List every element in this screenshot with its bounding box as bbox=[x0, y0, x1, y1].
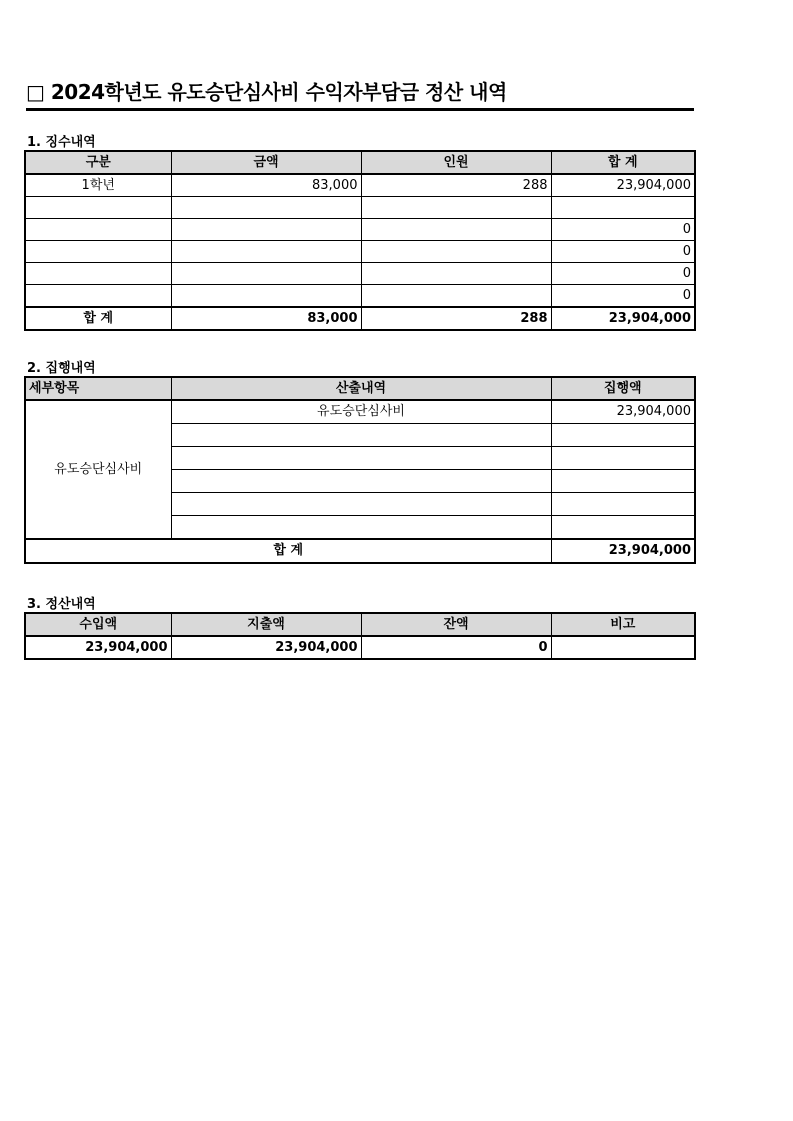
cell-count bbox=[361, 285, 551, 308]
section-1-label: 1. 징수내역 bbox=[27, 135, 96, 150]
cell-amount bbox=[171, 285, 361, 308]
table-row bbox=[25, 174, 695, 197]
table-row bbox=[25, 263, 695, 285]
cell-total: 0 bbox=[551, 219, 695, 241]
total-count: 288 bbox=[361, 307, 551, 330]
table-row bbox=[25, 219, 695, 241]
cell-amount bbox=[171, 197, 361, 219]
expenditure-table bbox=[24, 376, 696, 564]
cell-category bbox=[25, 241, 171, 263]
cell-spent bbox=[551, 424, 695, 447]
header-income: 수입액 bbox=[25, 613, 171, 636]
cell-expense: 23,904,000 bbox=[171, 636, 361, 659]
header-count: 인원 bbox=[361, 151, 551, 174]
table-row bbox=[25, 636, 695, 659]
cell-calculation bbox=[171, 424, 551, 447]
table-row bbox=[25, 400, 695, 424]
cell-calculation bbox=[171, 516, 551, 540]
cell-amount bbox=[171, 263, 361, 285]
header-balance: 잔액 bbox=[361, 613, 551, 636]
cell-total: 23,904,000 bbox=[551, 174, 695, 197]
cell-count: 288 bbox=[361, 174, 551, 197]
cell-amount: 83,000 bbox=[171, 174, 361, 197]
cell-amount bbox=[171, 219, 361, 241]
section-2-label: 2. 집행내역 bbox=[27, 361, 96, 376]
cell-count bbox=[361, 263, 551, 285]
cell-spent bbox=[551, 470, 695, 493]
cell-category: 1학년 bbox=[25, 174, 171, 197]
cell-category bbox=[25, 263, 171, 285]
cell-total: 0 bbox=[551, 241, 695, 263]
header-note: 비고 bbox=[551, 613, 695, 636]
table-row bbox=[25, 285, 695, 308]
table-header-row bbox=[25, 613, 695, 636]
total-label: 합 계 bbox=[25, 307, 171, 330]
total-spent: 23,904,000 bbox=[551, 539, 695, 563]
cell-income: 23,904,000 bbox=[25, 636, 171, 659]
cell-calculation bbox=[171, 470, 551, 493]
cell-total: 0 bbox=[551, 263, 695, 285]
cell-category bbox=[25, 285, 171, 308]
table-row bbox=[25, 197, 695, 219]
cell-calculation bbox=[171, 493, 551, 516]
cell-balance: 0 bbox=[361, 636, 551, 659]
header-expense: 지출액 bbox=[171, 613, 361, 636]
cell-count bbox=[361, 241, 551, 263]
page-title: □ 2024학년도 유도승단심사비 수익자부담금 정산 내역 bbox=[26, 76, 694, 111]
cell-count bbox=[361, 219, 551, 241]
cell-spent bbox=[551, 447, 695, 470]
cell-total bbox=[551, 197, 695, 219]
header-spent: 집행액 bbox=[551, 377, 695, 400]
table-header-row bbox=[25, 151, 695, 174]
total-amount: 83,000 bbox=[171, 307, 361, 330]
header-amount: 금액 bbox=[171, 151, 361, 174]
table-row bbox=[25, 241, 695, 263]
total-label: 합 계 bbox=[25, 539, 551, 563]
cell-calculation bbox=[171, 447, 551, 470]
section-3-label: 3. 정산내역 bbox=[27, 597, 96, 612]
header-total: 합 계 bbox=[551, 151, 695, 174]
header-calculation: 산출내역 bbox=[171, 377, 551, 400]
header-item: 세부항목 bbox=[25, 377, 171, 400]
total-sum: 23,904,000 bbox=[551, 307, 695, 330]
cell-category bbox=[25, 197, 171, 219]
table-header-row bbox=[25, 377, 695, 400]
cell-category bbox=[25, 219, 171, 241]
settlement-table bbox=[24, 612, 696, 660]
cell-total: 0 bbox=[551, 285, 695, 308]
cell-note bbox=[551, 636, 695, 659]
cell-count bbox=[361, 197, 551, 219]
cell-calculation: 유도승단심사비 bbox=[171, 400, 551, 424]
cell-spent bbox=[551, 516, 695, 540]
collection-table bbox=[24, 150, 696, 331]
cell-spent: 23,904,000 bbox=[551, 400, 695, 424]
header-category: 구분 bbox=[25, 151, 171, 174]
total-row bbox=[25, 307, 695, 330]
cell-amount bbox=[171, 241, 361, 263]
cell-spent bbox=[551, 493, 695, 516]
item-name: 유도승단심사비 bbox=[25, 400, 171, 539]
total-row bbox=[25, 539, 695, 563]
